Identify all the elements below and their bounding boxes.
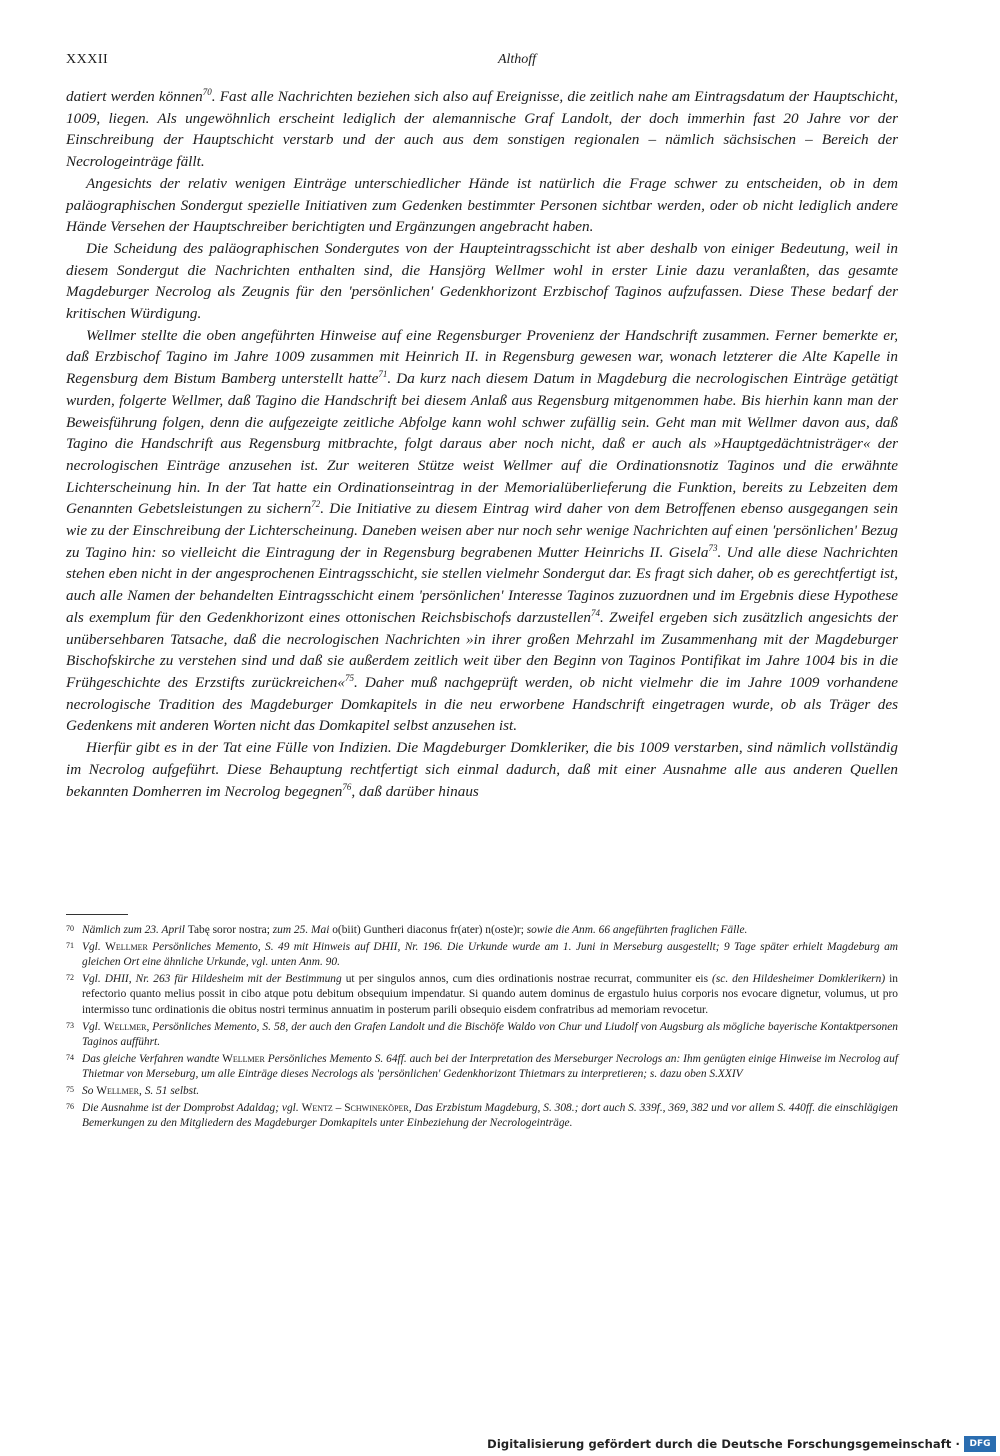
- footer-credit: Digitalisierung gefördert durch die Deutsche Forschungsgemeinschaft ·: [487, 1437, 960, 1451]
- footnote-segment: Wentz – Schwineköper: [301, 1101, 409, 1114]
- footnote-ref-73[interactable]: 73: [708, 542, 718, 553]
- paragraph-5: Hierfür gibt es in der Tat eine Fülle von Indizien. Die Magdeburger Domkleriker, die bis 1009 verstarben, sind nämlich vollständig im Necrolog aufgeführt. Diese Behauptung rechtfertigt sich einmal dadurch, daß mit einer Ausnahme alle aus anderen Quellen bekannten Domherren im Necrolog begegnen$^{76}$, daß darüber hinaus: [66, 739, 898, 800]
- footnote-segment: in refectorio quanto melius possit in cibo atque potu debitum obsequium impendatur. Si quando autem dominus de ergastulo huius corporis nos evocare dignetur, volumus, ut pro intermisso tunc ordinationis die obitus nostri terminus annuatim in posterum parili obsequio eisdem confratribus ad memoriam revocetur.: [82, 972, 899, 1016]
- paragraph-2: Angesichts der relativ wenigen Einträge unterschiedlicher Hände ist natürlich die Frage schwer zu entscheiden, ob in dem paläographischen Sondergut spezielle Initiativen zum Gedenken bestimmter Personen sichtbar werden, oder ob nicht lediglich andere Hände Versehen der Hauptschreiber berichtigten und Ergänzungen angebracht haben.: [66, 174, 898, 236]
- footnote: [66, 1052, 898, 1083]
- footnote-ref-72[interactable]: 72: [311, 499, 321, 510]
- footnote-number: 75: [66, 1084, 74, 1094]
- footnote-segment: Wellmer: [96, 1084, 139, 1097]
- footnote-segment: (sc. den Hildesheimer Domklerikern): [712, 972, 890, 985]
- footnote-segment: So: [82, 1084, 97, 1097]
- footnote: [66, 923, 898, 939]
- footnote-segment: Nämlich zum 23. April: [82, 924, 188, 936]
- footnote-text: [82, 1085, 199, 1097]
- paragraph-3: Die Scheidung des paläographischen Sondergutes von der Haupteintragsschicht ist aber deshalb von einiger Bedeutung, weil in diesem Sondergut die Nachrichten enthalten sind, die Hansjörg Wellmer wohl in erster Linie dazu veranlaßten, das gesamte Magdeburger Necrolog als Zeugnis für den 'persönlichen' Gedenkhorizont Erzbischof Taginos aufzufassen. Diese These bedarf der kritischen Würdigung.: [66, 239, 898, 323]
- footnote-segment: sowie die Anm. 66 angeführten fraglichen Fälle.: [526, 924, 748, 936]
- footnote-segment: Vgl. DHII, Nr. 263 für Hildesheim mit der Bestimmung: [82, 972, 346, 985]
- footnote: [66, 1020, 898, 1051]
- footnote-segment: Wellmer: [103, 1020, 147, 1033]
- footnote-segment: Das gleiche Verfahren wandte: [82, 1052, 223, 1065]
- footnote-segment: Wellmer: [222, 1052, 265, 1065]
- page-number: XXXII: [66, 52, 109, 67]
- main-text: [66, 86, 898, 802]
- footnote: [66, 972, 898, 1019]
- footnote-segment: Vgl.: [82, 940, 106, 953]
- footnote-segment: Persönliches Memento, S. 49 mit Hinweis auf DHII, Nr. 196. Die Urkunde wurde am 1. Juni in Merseburg ausgestellt; 9 Tage später erhielt Magdeburg am gleichen Ort eine ähnliche Urkunde, vgl. unten Anm. 90.: [82, 940, 898, 969]
- digitization-footer: [487, 1432, 1000, 1456]
- footnote: [66, 1084, 898, 1100]
- paragraph-4: Wellmer stellte die oben angeführten Hinweise auf eine Regensburger Provenienz der Handschrift zusammen. Ferner bemerkte er, daß Erzbischof Tagino im Jahre 1009 zusammen mit Heinrich II. in Regensburg gewesen war, wonach letzterer die Alte Kapelle in Regensburg dem Bistum Bamberg unterstellt hatte$^{71}$. Da kurz nach diesem Datum in Magdeburg die necrologischen Einträge getätigt wurden, folgerte Wellmer, daß Tagino die Handschrift bei diesem Anlaß aus Regensburg mitgenommen habe. Bis hierhin kann man der Beweisführung folgen, denn die aufgezeigte zeitliche Abfolge kann wohl schwer zufällig sein. Geht man mit Wellmer davon aus, daß Tagino die Handschrift aus Regensburg mitbrachte, folgt daraus aber noch nicht, daß er auch als »Hauptgedächtnisträger« der necrologischen Einträge anzusehen ist. Zur weiteren Stütze weist Wellmer auf die Ordinationsnotiz Taginos und die erwähnte Lichterscheinung hin. In der Tat hatte ein Ordinationseintrag in der Memorialüberlieferung die Funktion, bereits zu Lebzeiten dem Genannten Gebetsleistungen zu sichern$^{72}$. Die Initiative zu diesem Eintrag wird daher von dem Betroffenen ebenso ausgegangen sein wie zu der Einschreibung der Lichterscheinung. Daneben weisen aber nur noch sehr wenige Nachrichten auf einen 'persönlichen' Bezug zu Tagino hin: so vielleicht die Eintragung der in Regensburg begrabenen Mutter Heinrichs II. Gisela$^{73}$. Und alle diese Nachrichten stehen eben nicht in der angesprochenen Eintragsschicht, sie stellen vielmehr Sondergut dar. Es fragt sich daher, ob es gerechtfertigt ist, auch alle Namen der behandelten Eintragsschicht einem 'persönlichen' Interesse Taginos zuzuordnen und im Ergebnis diese Hypothese als exemplum für den Gedenkhorizont eines ottonischen Reichsbischofs darzustellen$^{74}$. Zweifel ergeben sich zusätzlich angesichts der unübersehbaren Tatsache, daß die necrologischen Nachrichten »in ihrer großen Mehrzahl im Zusammenhang mit der Magdeburger Bischofskirche zu verstehen sind und daß sie außerdem zeitlich weit über den Beginn von Taginos Pontifikat im Jahre 1004 bis in die Frühgeschichte des Erzstifts zurückreichen«$^{75}$. Daher muß nachgeprüft werden, ob nicht vielmehr die im Jahre 1009 vorhandene necrologische Tradition des Magdeburger Domkapitels in die neu erworbene Handschrift eingetragen wurde, ob als Träger des Gedenkens mit anderen Worten nicht das Domkapitel selbst anzusehen ist.: [66, 326, 899, 735]
- footnote-segment: Vgl.: [82, 1020, 104, 1033]
- dfg-logo-icon: DFG: [964, 1436, 996, 1452]
- footnote-segment: o(biit) Guntheri diaconus fr(ater) n(oste)r;: [332, 924, 527, 936]
- footnote-segment: , S. 51 selbst.: [139, 1084, 200, 1097]
- footnote-ref-76[interactable]: 76: [342, 781, 352, 792]
- footnote: [66, 940, 898, 971]
- footnote-number: 70: [66, 924, 74, 933]
- footnote-text: [82, 1053, 898, 1081]
- footnote-segment: Wellmer: [105, 940, 148, 953]
- footnote-segment: Persönliches Memento S. 64ff. auch bei der Interpretation des Merseburger Necrologs an: Ihm genügten einige Hinweise im Necrolog auf Thietmar von Merseburg, um alle Einträge dieses Necrologs als 'persönlichen' Gedenkhorizont Thietmars zu interpretieren; s. dazu oben S.XXIV: [82, 1052, 898, 1081]
- footnote-separator: [66, 914, 128, 915]
- footnote-segment: Die Ausnahme ist der Domprobst Adaldag; vgl.: [82, 1101, 302, 1114]
- footnotes: [66, 923, 898, 1133]
- footnote-text: [82, 941, 898, 969]
- footnote-ref-70[interactable]: 70: [202, 86, 212, 97]
- footnote-ref-74[interactable]: 74: [590, 607, 600, 618]
- footnote-text: [82, 1021, 898, 1049]
- footnote-number: 72: [66, 972, 74, 982]
- footnote-ref-75[interactable]: 75: [345, 672, 354, 683]
- footnote-segment: Tabę soror nostra;: [187, 924, 273, 936]
- footnote-ref-71[interactable]: 71: [378, 369, 388, 380]
- footnote-number: 71: [66, 940, 74, 950]
- footnote: [66, 1101, 898, 1132]
- footnote-segment: zum 25. Mai: [272, 924, 333, 936]
- paragraph-1: datiert werden können$^{70}$. Fast alle Nachrichten beziehen sich also auf Ereignisse, die zeitlich nahe am Eintragsdatum der Hauptschicht, 1009, liegen. Als ungewöhnlich erscheint lediglich der alemannische Graf Landolt, der doch immerhin fast 20 Jahre vor der Einschreibung der Hauptschicht verstarb und der auch aus dem sonstigen regionalen – nämlich sächsischen – Bereich der Necrologeinträge fällt.: [66, 86, 898, 171]
- running-head: Althoff: [497, 52, 537, 67]
- page-header: [66, 52, 898, 76]
- footnote-segment: ut per singulos annos, cum dies ordinationis nostrae recurrat, communiter eis: [345, 972, 713, 985]
- footnote-text: [82, 973, 898, 1016]
- footnote-number: 73: [66, 1020, 74, 1030]
- footnote-segment: , Das Erzbistum Magdeburg, S. 308.; dort auch S. 339f., 369, 382 und vor allem S. 440ff. die einschlägigen Bemerkungen zu den Mitgliedern des Magdeburger Domkapitels unter Einbeziehung der Necrologeinträge.: [82, 1101, 898, 1130]
- footnote-number: 76: [66, 1101, 74, 1111]
- footnote-segment: , Persönliches Memento, S. 58, der auch den Grafen Landolt und die Bischöfe Waldo von Chur und Liudolf von Augsburg als mögliche bayerische Kontaktpersonen Taginos aufführt.: [82, 1020, 899, 1049]
- footnote-text: [82, 924, 747, 936]
- footnote-number: 74: [66, 1052, 74, 1062]
- footnote-text: [82, 1102, 898, 1130]
